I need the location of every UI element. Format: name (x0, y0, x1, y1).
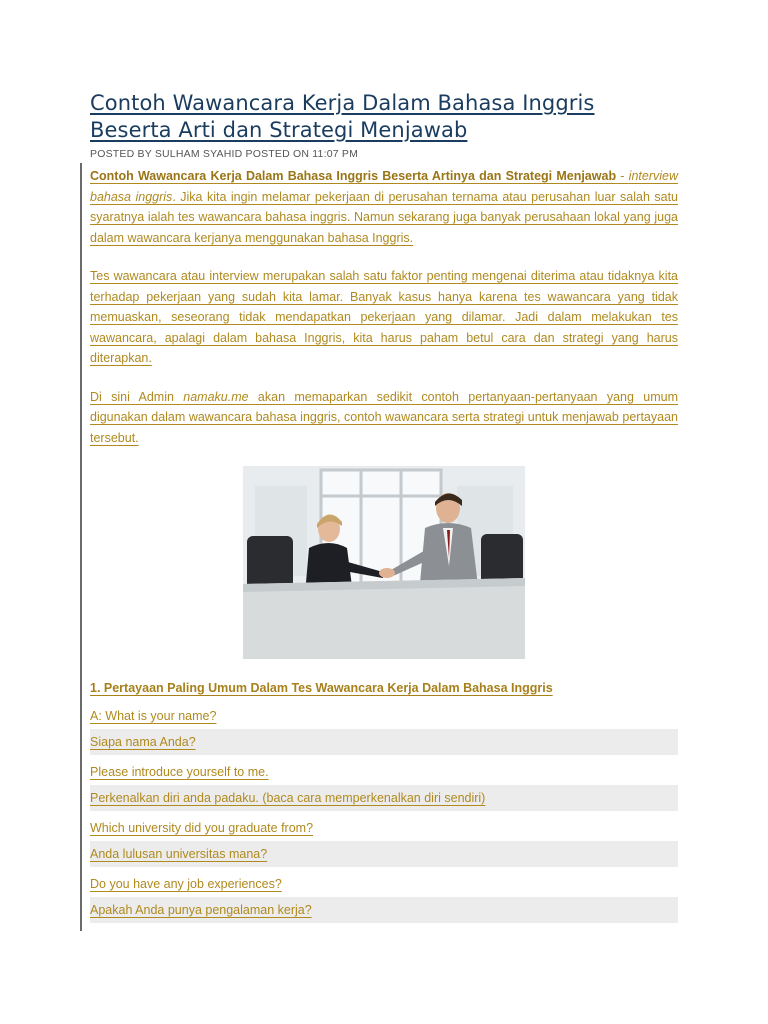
intro-dash: - (616, 169, 629, 183)
qa-answer[interactable]: Apakah Anda punya pengalaman kerja? (90, 897, 678, 923)
qa-question[interactable]: Do you have any job experiences? (90, 877, 282, 891)
qa-item (90, 703, 678, 755)
left-border-rule (80, 163, 82, 931)
article-title-line1: Contoh Wawancara Kerja Dalam Bahasa Inggris (90, 91, 595, 115)
intro-rest-text: . Jika kita ingin melamar pekerjaan di perusahan ternama atau perusahan luar salah satu syaratnya ialah tes wawancara bahasa inggris. Namun sekarang juga banyak perusahaan lokal yang juga dalam wawancara kerjanya menggunakan bahasa Inggris. (90, 189, 678, 245)
qa-list (90, 703, 678, 923)
article (90, 90, 678, 923)
qa-question[interactable]: A: What is your name? (90, 709, 217, 723)
article-title (90, 90, 678, 144)
qa-answer[interactable]: Siapa nama Anda? (90, 729, 678, 755)
interview-handshake-photo (243, 466, 525, 659)
p3-start: Di sini Admin (90, 389, 184, 404)
handshake-image (243, 466, 525, 659)
p3-rest: akan memaparkan sedikit contoh pertanyaan-pertanyaan yang umum digunakan dalam wawancara bahasa inggris, contoh wawancara serta strategi untuk menjawab pertayaan tersebut. (90, 389, 678, 445)
qa-question[interactable]: Please introduce yourself to me. (90, 765, 269, 779)
intro-italic-link[interactable]: interview bahasa inggris (90, 169, 678, 204)
site-name-link[interactable]: namaku.me (183, 389, 249, 404)
intro-bold-text: Contoh Wawancara Kerja Dalam Bahasa Inggris Beserta Artinya dan Strategi Menjawab (90, 169, 617, 183)
qa-item (90, 759, 678, 811)
qa-item (90, 871, 678, 923)
qa-item (90, 815, 678, 867)
byline: POSTED BY SULHAM SYAHID POSTED ON 11:07 PM (90, 148, 359, 160)
paragraph-2[interactable]: Tes wawancara atau interview merupakan salah satu faktor penting mengenai diterima atau tidaknya kita terhadap pekerjaan yang sudah kita lamar. Banyak kasus hanya karena tes wawancara yang tidak memuaskan, seseorang tidak mendapatkan pekerjaan yang dilamar. Jadi dalam melakukan tes wawancara, apalagi dalam bahasa Inggris, kita harus paham betul cara dan strategi yang harus diterapkan. (90, 269, 678, 365)
qa-answer[interactable]: Anda lulusan universitas mana? (90, 841, 678, 867)
article-title-line2: Beserta Arti dan Strategi Menjawab (90, 118, 468, 142)
intro-paragraph[interactable] (90, 166, 678, 248)
qa-answer[interactable]: Perkenalkan diri anda padaku. (baca cara memperkenalkan diri sendiri) (90, 785, 678, 811)
section-1-heading[interactable]: 1. Pertayaan Paling Umum Dalam Tes Wawancara Kerja Dalam Bahasa Inggris (90, 681, 553, 695)
qa-question[interactable]: Which university did you graduate from? (90, 821, 314, 835)
paragraph-3[interactable] (90, 387, 678, 449)
